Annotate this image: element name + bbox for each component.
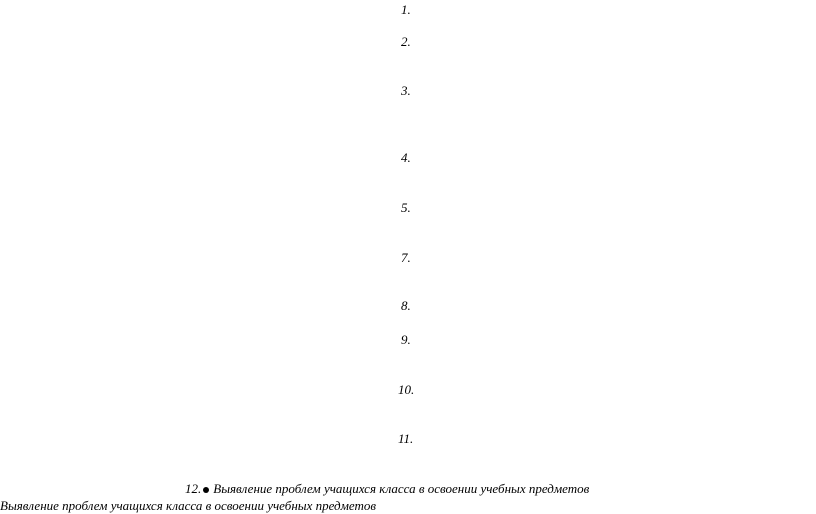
list-item-12	[185, 481, 589, 497]
list-number-5: 5.	[401, 200, 411, 215]
list-number-4: 4.	[401, 150, 411, 165]
list-item-12-text: Выявление проблем учащихся класса в освоении учебных предметов	[213, 481, 590, 496]
list-number-11: 11.	[398, 431, 414, 446]
bottom-text: Выявление проблем учащихся класса в освоении учебных предметов	[0, 498, 377, 513]
list-number-7: 7.	[401, 250, 411, 265]
list-number-8: 8.	[401, 298, 411, 313]
list-number-3: 3.	[401, 83, 411, 98]
list-number-12: 12.	[185, 481, 202, 496]
list-number-9: 9.	[401, 332, 411, 347]
list-number-2: 2.	[401, 34, 411, 49]
list-number-1: 1.	[401, 2, 411, 17]
bullet-icon	[203, 487, 209, 493]
list-number-10: 10.	[398, 382, 415, 397]
